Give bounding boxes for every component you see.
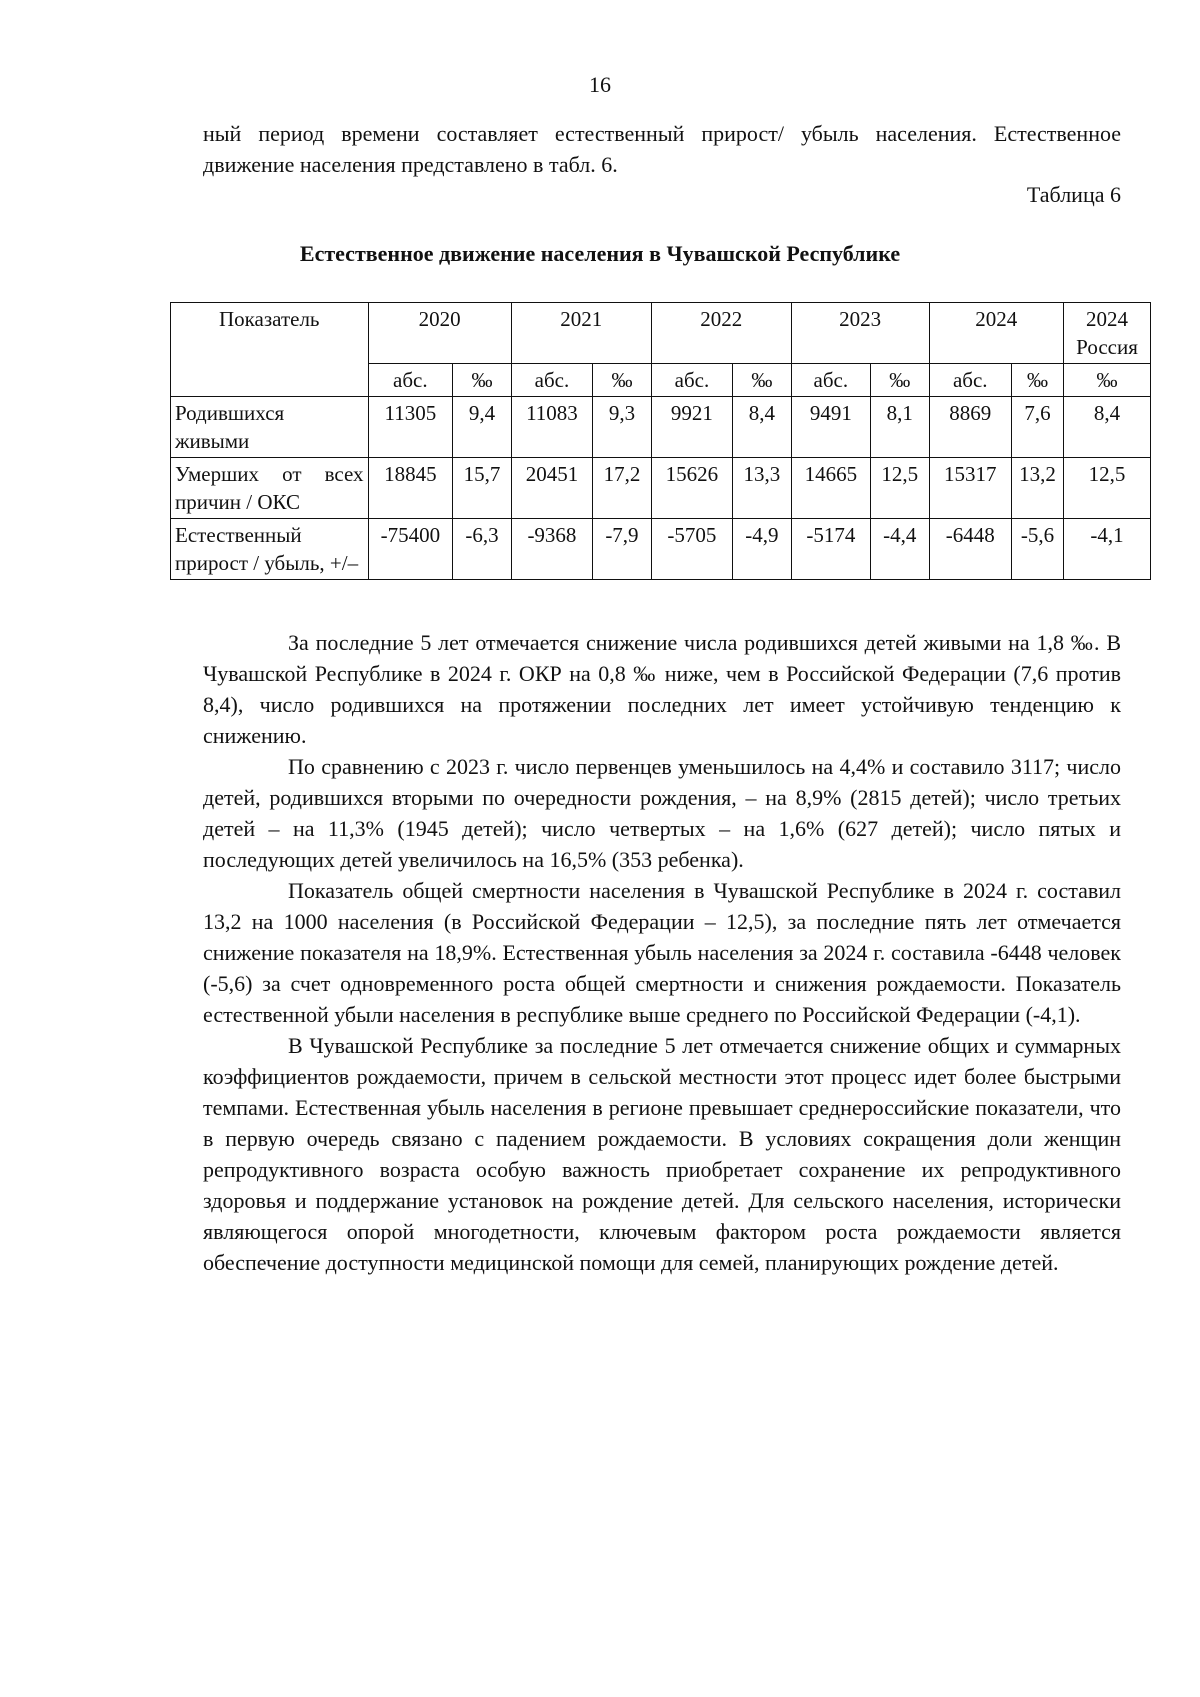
table-row [171,458,1151,519]
table-cell: -5,6 [1012,519,1064,580]
abs-subheader: абс. [651,364,732,397]
permille-subheader: ‰ [1012,364,1064,397]
population-table [170,302,1151,580]
table-cell: -5174 [791,519,870,580]
table-cell: 12,5 [870,458,929,519]
abs-subheader: абс. [511,364,592,397]
table-cell: 12,5 [1064,458,1151,519]
row-label: Естественный прирост / убыль, +/– [171,519,369,580]
body-paragraph: В Чувашской Республике за последние 5 лет отмечается снижение общих и суммарных коэффициентов рождаемости, причем в сельской местности этот процесс идет более быстрыми темпами. Естественная убыль населения в регионе превышает среднероссийские показатели, что в первую очередь связано с падением рождаемости. В условиях сокращения доли женщин репродуктивного возраста особую важность приобретает сохранение их репродуктивного здоровья и поддержание установок на рождение детей. Для сельского населения, исторически являющегося опорой многодетности, ключевым фактором роста рождаемости является обеспечение доступности медицинской помощи для семей, планирующих рождение детей. [203,1033,1121,1275]
year-header: 2024 [929,303,1064,364]
table-cell: 13,3 [733,458,792,519]
table-cell: 9,3 [593,397,652,458]
table-title: Естественное движение населения в Чувашской Республике [299,241,901,266]
table-cell: -4,9 [733,519,792,580]
table-cell: 9921 [651,397,732,458]
body-paragraph: По сравнению с 2023 г. число первенцев уменьшилось на 4,4% и составило 3117; число детей, родившихся вторыми по очередности рождения, – на 8,9% (2815 детей); число третьих детей – на 11,3% (1945 детей); число четвертых – на 1,6% (627 детей); число пятых и последующих детей увеличилось на 16,5% (353 ребенка). [203,754,1121,872]
table-cell: 9491 [791,397,870,458]
year-header: 2020 [368,303,511,364]
table-cell: 15,7 [453,458,512,519]
table-cell: 13,2 [1012,458,1064,519]
permille-subheader: ‰ [593,364,652,397]
table-header-years [171,303,1151,364]
table-cell: 14665 [791,458,870,519]
table-cell: -4,1 [1064,519,1151,580]
table-row [171,519,1151,580]
table-cell: -4,4 [870,519,929,580]
table-cell: -75400 [368,519,453,580]
body-text [203,627,1121,1278]
page-number: 16 [589,72,611,97]
body-paragraph: За последние 5 лет отмечается снижение числа родившихся детей живыми на 1,8 ‰. В Чувашской Республике в 2024 г. ОКР на 0,8 ‰ ниже, чем в Российской Федерации (7,6 против 8,4), число родившихся на протяжении последних лет имеет устойчивую тенденцию к снижению. [203,630,1121,748]
table-cell: 15317 [929,458,1011,519]
table-cell: 8869 [929,397,1011,458]
table-cell: 8,4 [1064,397,1151,458]
table-cell: 18845 [368,458,453,519]
permille-subheader: ‰ [453,364,512,397]
table-cell: -5705 [651,519,732,580]
permille-subheader: ‰ [733,364,792,397]
table-cell: 20451 [511,458,592,519]
row-label: Родившихся живыми [171,397,369,458]
table-caption: Таблица 6 [1026,182,1121,207]
russia-header: 2024 Россия [1064,303,1151,364]
abs-subheader: абс. [368,364,453,397]
table-cell: 8,1 [870,397,929,458]
table-cell: 8,4 [733,397,792,458]
table-cell: 11083 [511,397,592,458]
table-cell: -9368 [511,519,592,580]
table-cell: 11305 [368,397,453,458]
year-header: 2023 [791,303,929,364]
table-cell: 9,4 [453,397,512,458]
permille-subheader: ‰ [1064,364,1151,397]
intro-paragraph: ный период времени составляет естественный прирост/ убыль населения. Естественное движение населения представлено в табл. 6. [203,121,1121,177]
table-cell: 15626 [651,458,732,519]
abs-subheader: абс. [929,364,1011,397]
body-paragraph: Показатель общей смертности населения в Чувашской Республике в 2024 г. составил 13,2 на 1000 населения (в Российской Федерации – 12,5), за последние пять лет отмечается снижение показателя на 18,9%. Естественная убыль населения за 2024 г. составила -6448 человек (-5,6) за счет одновременного роста общей смертности и снижения рождаемости. Показатель естественной убыли населения в республике выше среднего по Российской Федерации (-4,1). [203,878,1121,1027]
table-cell: -6448 [929,519,1011,580]
table-cell: 7,6 [1012,397,1064,458]
year-header: 2022 [651,303,791,364]
abs-subheader: абс. [791,364,870,397]
year-header: 2021 [511,303,651,364]
corner-header: Показатель [171,303,369,397]
table-row [171,397,1151,458]
table-cell: -6,3 [453,519,512,580]
permille-subheader: ‰ [870,364,929,397]
table-cell: -7,9 [593,519,652,580]
table-cell: 17,2 [593,458,652,519]
row-label: Умерших от всех причин / ОКС [171,458,369,519]
